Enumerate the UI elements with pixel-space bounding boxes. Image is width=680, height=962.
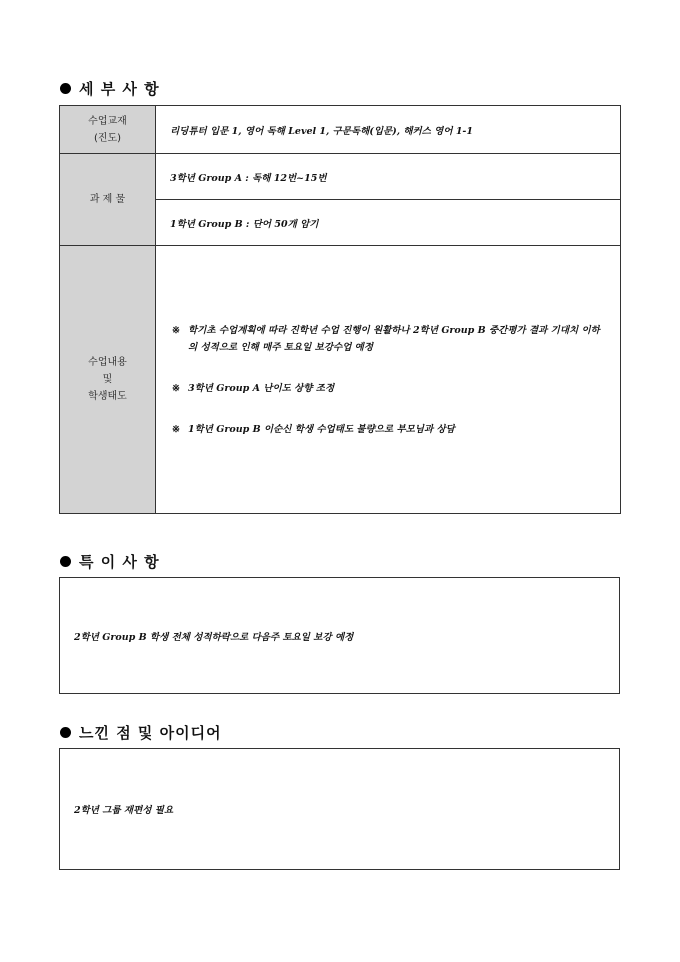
textbook-label-line2: (진도) (93, 132, 122, 144)
reference-mark-icon: ※ (172, 382, 180, 394)
assignment-label: 과 제 물 (60, 154, 156, 246)
bullet-icon (60, 556, 71, 567)
special-section-title (60, 551, 160, 572)
note-item (172, 421, 608, 438)
special-notes-box (59, 577, 620, 694)
ideas-title-text: 느낀 점 및 아이디어 (79, 724, 222, 742)
ideas-content: 2학년 그룹 재편성 필요 (74, 805, 174, 816)
assignment-row-1 (60, 154, 621, 200)
ideas-box (59, 748, 620, 870)
textbook-label (60, 106, 156, 154)
note-item (172, 322, 608, 356)
ideas-section-title (60, 722, 222, 743)
content-label-line1: 수업내용 (88, 357, 127, 368)
textbook-label-line1: 수업교재 (88, 115, 127, 127)
assignment-2: 1학년 Group B : 단어 50개 암기 (156, 200, 621, 246)
bullet-icon (60, 83, 71, 94)
assignment-1: 3학년 Group A : 독해 12번~15번 (156, 154, 621, 200)
reference-mark-icon: ※ (172, 423, 180, 435)
reference-mark-icon: ※ (172, 324, 180, 336)
details-title-text: 세 부 사 항 (79, 80, 160, 98)
note-item (172, 380, 608, 397)
textbook-row (60, 106, 621, 154)
details-section-title (60, 78, 160, 99)
note-1: 학기초 수업계획에 따라 진학년 수업 진행이 원활하나 2학년 Group B 중간평가 결과 기대치 이하의 성적으로 인해 매주 토요일 보강수업 예정 (188, 324, 600, 353)
special-title-text: 특 이 사 항 (79, 553, 160, 571)
note-2: 3학년 Group A 난이도 상향 조정 (188, 382, 335, 394)
special-notes-content: 2학년 Group B 학생 전체 성적하락으로 다음주 토요일 보강 예정 (74, 631, 354, 643)
content-label (60, 246, 156, 514)
content-label-line2: 및 (102, 374, 113, 385)
details-table (59, 105, 621, 514)
note-3: 1학년 Group B 이순신 학생 수업태도 불량으로 부모님과 상담 (188, 423, 455, 435)
content-label-line3: 학생태도 (88, 391, 127, 402)
textbook-value: 리딩튜터 입문 1, 영어 독해 Level 1, 구문독해(입문), 해커스 영어 1-1 (156, 106, 621, 154)
content-notes (156, 246, 621, 514)
bullet-icon (60, 727, 71, 738)
content-row (60, 246, 621, 514)
